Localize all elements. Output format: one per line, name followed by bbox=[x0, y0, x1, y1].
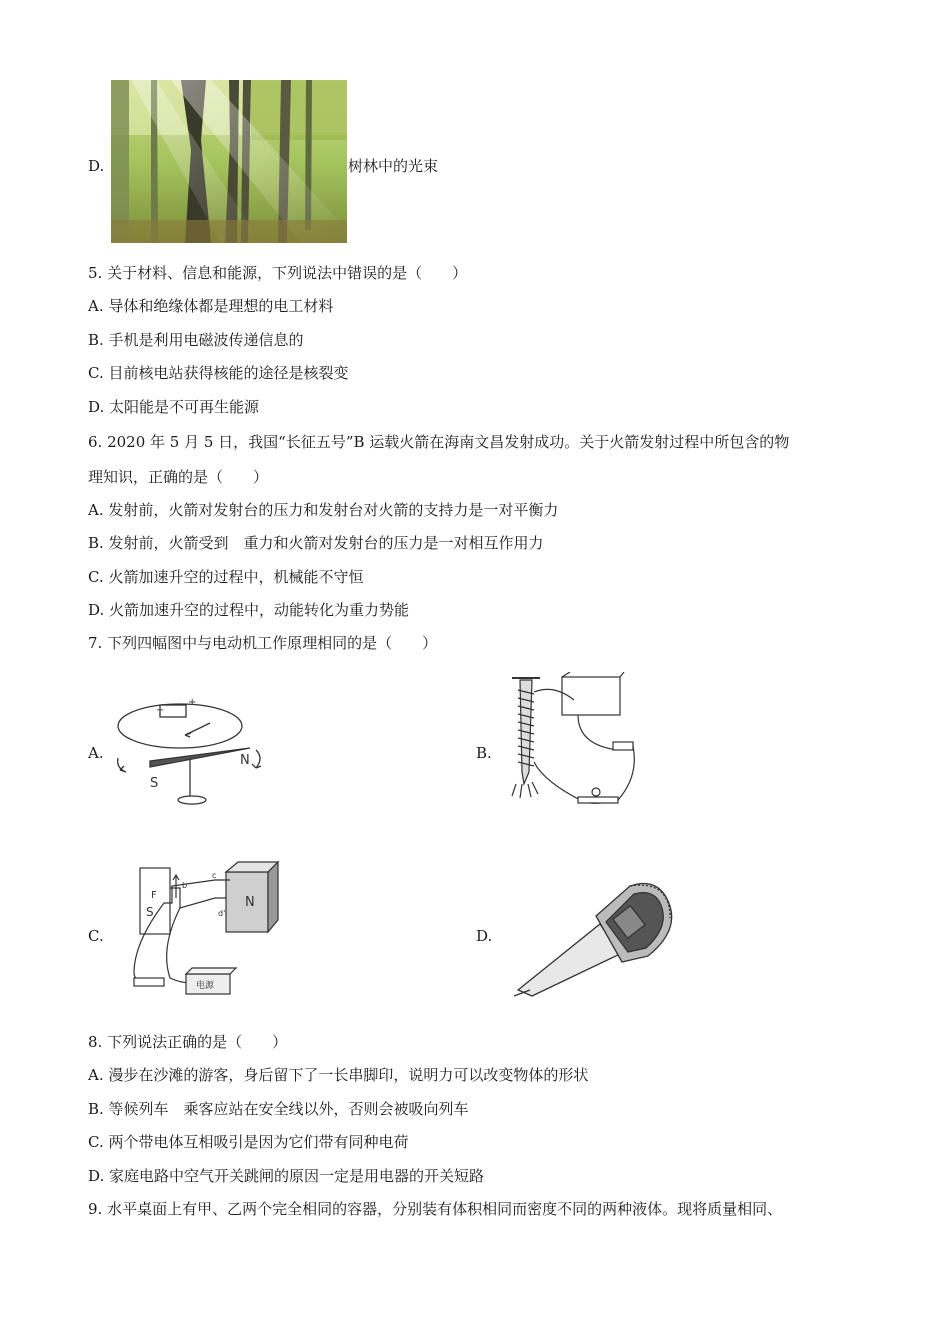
fig-a-s-pole: S bbox=[150, 776, 159, 791]
fig-c-n-pole: N bbox=[245, 895, 255, 910]
q6-option-b: B. 发射前，火箭受到 重力和火箭对发射台的压力是一对相互作用力 bbox=[88, 534, 544, 552]
fig-c-s-pole: S bbox=[146, 905, 154, 919]
figure-d-microphone bbox=[510, 872, 675, 1000]
figure-b-electromagnet-nail bbox=[498, 672, 638, 812]
fig-a-plus: + bbox=[188, 697, 197, 708]
q8-option-a: A. 漫步在沙滩的游客，身后留下了一长串脚印，说明力可以改变物体的形状 bbox=[88, 1066, 589, 1084]
q6-option-a: A. 发射前，火箭对发射台的压力和发射台对火箭的支持力是一对平衡力 bbox=[88, 501, 559, 519]
q8-option-c: C. 两个带电体互相吸引是因为它们带有同种电荷 bbox=[88, 1133, 409, 1151]
q8-option-d: D. 家庭电路中空气开关跳闸的原因一定是用电器的开关短路 bbox=[88, 1167, 485, 1185]
q5-stem: 5. 关于材料、信息和能源，下列说法中错误的是（ ） bbox=[88, 264, 468, 282]
q8-option-b: B. 等候列车 乘客应站在安全线以外，否则会被吸向列车 bbox=[88, 1100, 469, 1118]
q6-stem-line2: 理知识，正确的是（ ） bbox=[88, 468, 269, 486]
q7-label-c: C. bbox=[88, 927, 104, 945]
forest-caption: 树林中的光束 bbox=[348, 157, 439, 175]
q6-option-c: C. 火箭加速升空的过程中，机械能不守恒 bbox=[88, 568, 364, 586]
q7-stem: 7. 下列四幅图中与电动机工作原理相同的是（ ） bbox=[88, 634, 438, 652]
figure-a-current-loop-compass bbox=[110, 688, 270, 813]
q5-option-b: B. 手机是利用电磁波传递信息的 bbox=[88, 331, 304, 349]
q5-option-a: A. 导体和绝缘体都是理想的电工材料 bbox=[88, 297, 334, 315]
q7-label-b: B. bbox=[476, 744, 492, 762]
q6-stem-line1: 6. 2020 年 5 月 5 日，我国“长征五号”B 运载火箭在海南文昌发射成功。关于火箭发射过程中所包含的物 bbox=[88, 433, 790, 451]
q8-stem: 8. 下列说法正确的是（ ） bbox=[88, 1033, 288, 1051]
fig-c-b: b bbox=[182, 881, 188, 890]
figure-c-wire-in-magnetic-field bbox=[120, 858, 280, 1003]
q5-option-d: D. 太阳能是不可再生能源 bbox=[88, 398, 260, 416]
fig-c-d: d' bbox=[218, 909, 226, 918]
fig-a-minus: − bbox=[156, 705, 165, 716]
fig-a-n-pole: N bbox=[240, 753, 250, 768]
q9-stem: 9. 水平桌面上有甲、乙两个完全相同的容器，分别装有体积相同而密度不同的两种液体。现将质量相同、 bbox=[88, 1200, 783, 1218]
q7-label-a: A. bbox=[88, 744, 104, 762]
fig-c-c: c bbox=[212, 871, 217, 880]
fig-c-f: F bbox=[151, 890, 157, 901]
q4-option-d-label: D. bbox=[88, 157, 105, 175]
q7-label-d: D. bbox=[476, 927, 493, 945]
fig-c-power-box: 电源 bbox=[196, 981, 215, 991]
q5-option-c: C. 目前核电站获得核能的途径是核裂变 bbox=[88, 364, 349, 382]
q6-option-d: D. 火箭加速升空的过程中，动能转化为重力势能 bbox=[88, 601, 410, 619]
forest-light-image bbox=[111, 80, 347, 243]
